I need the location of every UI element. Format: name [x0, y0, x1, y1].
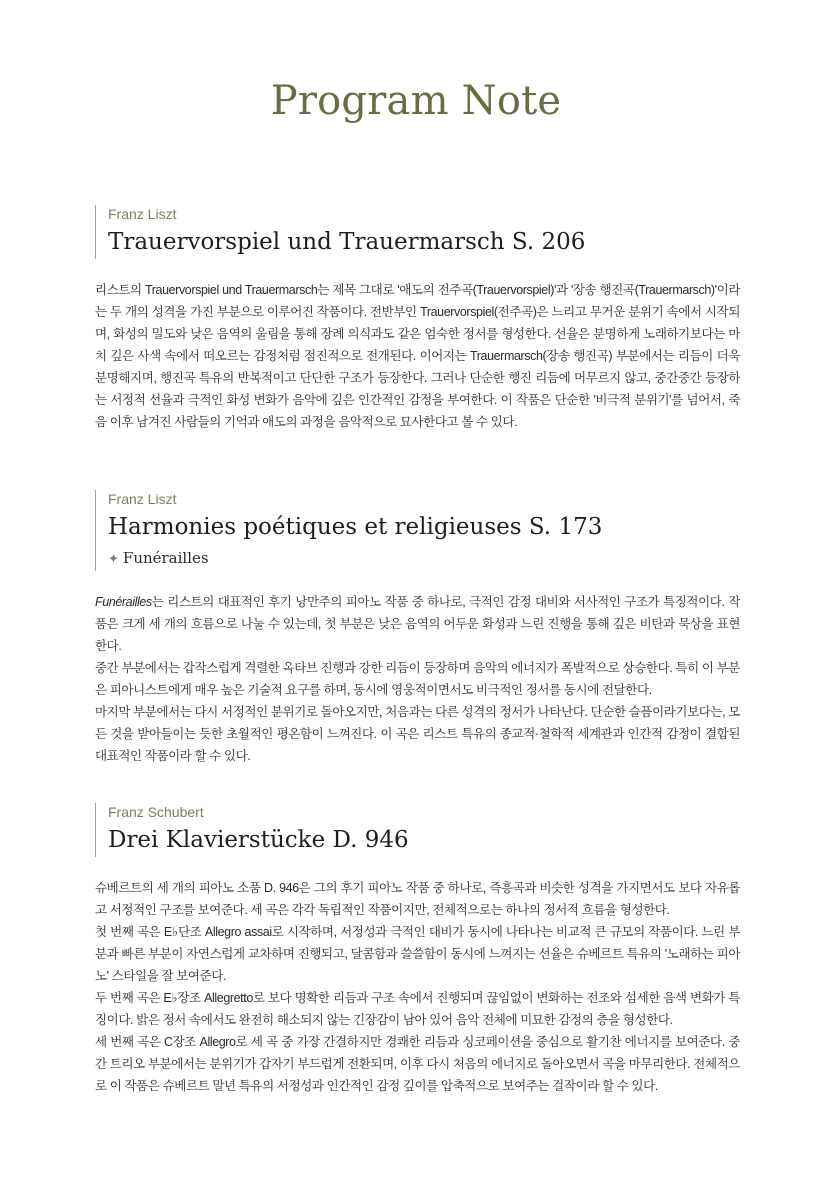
work-title: Trauervorspiel und Trauermarsch S. 206 — [108, 229, 586, 255]
program-section-harmonies — [95, 490, 740, 767]
program-section-klavierstuecke — [95, 803, 740, 1097]
body-paragraph — [95, 591, 740, 657]
section-body — [95, 591, 740, 767]
body-paragraph: 중간 부분에서는 갑작스럽게 격렬한 옥타브 진행과 강한 리듬이 등장하며 음악의 에너지가 폭발적으로 상승한다. 특히 이 부분은 피아니스트에게 매우 높은 기술적 요구를 하며, 동시에 영웅적이면서도 비극적인 정서를 동시에 전달한다. — [95, 661, 740, 697]
star-icon: ✦ — [108, 552, 119, 567]
program-section-trauervorspiel — [95, 205, 740, 433]
body-paragraph: 마지막 부분에서는 다시 서정적인 분위기로 돌아오지만, 처음과는 다른 성격의 정서가 나타난다. 단순한 슬픔이라기보다는, 모든 것을 받아들이는 듯한 초월적인 평온함이 느껴진다. 이 곡은 리스트 특유의 종교적·철학적 세계관과 인간적 감정이 결합된 대표적인 작품이라 할 수 있다. — [95, 705, 740, 763]
section-body — [95, 279, 740, 433]
movement-title — [108, 547, 740, 571]
composer-name: Franz Liszt — [108, 491, 177, 507]
section-body — [95, 877, 740, 1097]
movement-label: Funérailles — [122, 549, 209, 567]
body-paragraph: 첫 번째 곡은 E♭단조 Allegro assai로 시작하며, 서정성과 극적인 대비가 동시에 나타나는 비교적 큰 규모의 작품이다. 느린 부분과 빠른 부분이 자연스럽게 교차하며 진행되고, 달콤함과 쓸쓸함이 동시에 느껴지는 선율은 슈베르트 특유의 '노래하는 피아노' 스타일을 잘 보여준다. — [95, 925, 740, 983]
body-text: 는 리스트의 대표적인 후기 낭만주의 피아노 작품 중 하나로, 극적인 감정 대비와 서사적인 구조가 특징적이다. 작품은 크게 세 개의 흐름으로 나눌 수 있는데, 첫 부분은 낮은 음역의 어두운 화성과 느린 진행을 통해 깊은 비탄과 묵상을 표현한다. — [95, 595, 740, 653]
body-paragraph: 두 번째 곡은 E♭장조 Allegretto로 보다 명확한 리듬과 구조 속에서 진행되며 끊임없이 변화하는 전조와 섬세한 음색 변화가 특징이다. 밝은 정서 속에서도 완전히 해소되지 않는 긴장감이 남아 있어 음악 전체에 미묘한 감정의 층을 형성한다. — [95, 991, 740, 1027]
section-heading — [95, 490, 740, 571]
work-title: Drei Klavierstücke D. 946 — [108, 827, 409, 853]
body-paragraph: 리스트의 Trauervorspiel und Trauermarsch는 제목 그대로 '애도의 전주곡(Trauervorspiel)'과 '장송 행진곡(Trauermarsch)'이라는 두 개의 성격을 가진 부분으로 이루어진 작품이다. 전반부인 Trauervorspiel(전주곡)은 느리고 무거운 분위기 속에서 시작되며, 화성의 밀도와 낮은 음역의 울림을 통해 장례 의식과도 같은 엄숙한 정서를 형성한다. 선율은 분명하게 노래하기보다는 마치 깊은 사색 속에서 떠오르는 감정처럼 점진적으로 전개된다. 이어지는 Trauermarsch(장송 행진곡) 부분에서는 리듬이 더욱 분명해지며, 행진곡 특유의 반복적이고 단단한 구조가 등장한다. 그러나 단순한 행진 리듬에 머무르지 않고, 중간중간 등장하는 서정적 선율과 극적인 화성 변화가 음악에 깊은 인간적인 감정을 부여한다. 이 작품은 단순한 '비극적 분위기'를 넘어서, 죽음 이후 남겨진 사람들의 기억과 애도의 과정을 음악적으로 묘사한다고 볼 수 있다. — [95, 283, 740, 429]
page-title: Program Note — [270, 78, 562, 124]
italic-title: Funérailles — [95, 595, 152, 609]
composer-name: Franz Liszt — [108, 206, 177, 222]
body-paragraph: 슈베르트의 세 개의 피아노 소품 D. 946은 그의 후기 피아노 작품 중 하나로, 즉흥곡과 비슷한 성격을 가지면서도 보다 자유롭고 서정적인 구조를 보여준다. 세 곡은 각각 독립적인 작품이지만, 전체적으로는 하나의 정서적 흐름을 형성한다. — [95, 881, 740, 917]
composer-name: Franz Schubert — [108, 804, 204, 820]
section-heading — [95, 803, 740, 857]
section-heading — [95, 205, 740, 259]
body-paragraph: 세 번째 곡은 C장조 Allegro로 세 곡 중 가장 간결하지만 경쾌한 리듬과 싱코페이션을 중심으로 활기찬 에너지를 보여준다. 중간 트리오 부분에서는 분위기가 갑자기 부드럽게 전환되며, 이후 다시 처음의 에너지로 돌아오면서 곡을 마무리한다. 전체적으로 이 작품은 슈베르트 말년 특유의 서정성과 인간적인 감정 깊이를 압축적으로 보여주는 걸작이라 할 수 있다. — [95, 1035, 740, 1093]
work-title: Harmonies poétiques et religieuses S. 173 — [108, 514, 603, 540]
